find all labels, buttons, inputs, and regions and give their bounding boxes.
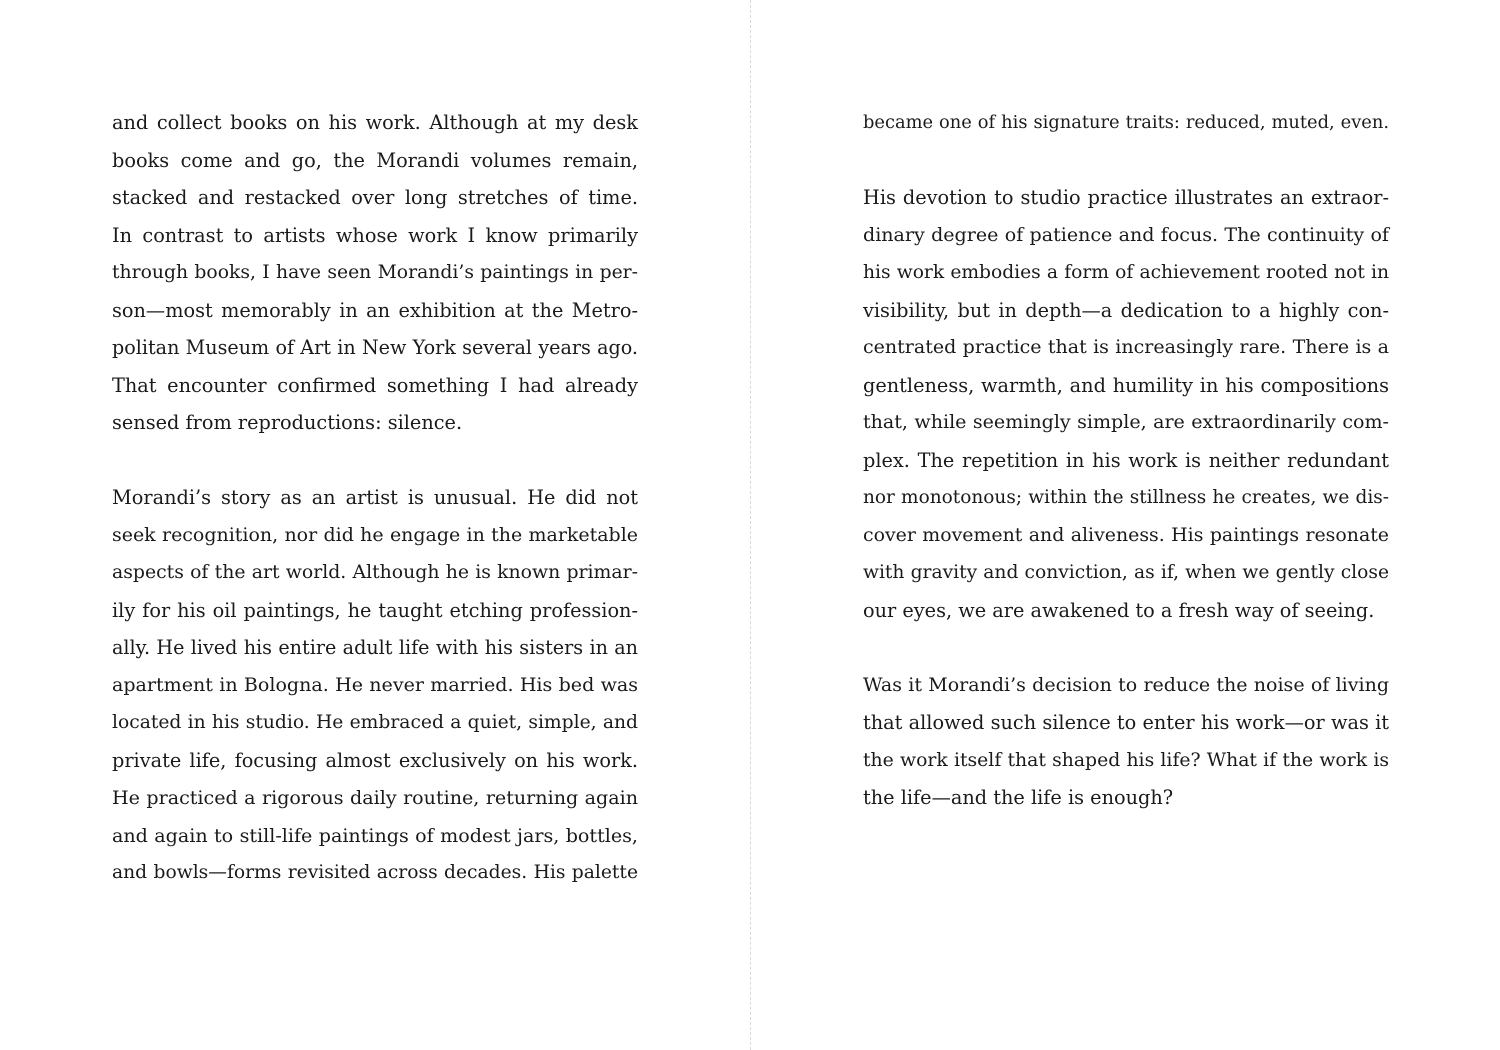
text-line: stacked and restacked over long stretches of time. <box>112 186 638 209</box>
text-line: His devotion to studio practice illustrates an extraor- <box>863 186 1389 209</box>
right-paragraph-1 <box>863 104 1389 142</box>
text-line: cover movement and aliveness. His paintings resonate <box>863 523 1389 546</box>
text-line: that, while seemingly simple, are extraordinarily com- <box>863 411 1389 433</box>
text-line: dinary degree of patience and focus. The continuity of <box>863 223 1389 246</box>
text-line: with gravity and conviction, as if, when we gently close <box>863 562 1389 583</box>
text-line: Morandi’s story as an artist is unusual. He did not <box>112 486 638 509</box>
text-line: seek recognition, nor did he engage in the marketable <box>112 523 638 546</box>
text-line: and collect books on his work. Although at my desk <box>112 111 638 134</box>
text-line: the work itself that shaped his life? What if the work is <box>863 749 1389 771</box>
text-line: ally. He lived his entire adult life with his sisters in an <box>112 636 638 659</box>
text-line: plex. The repetition in his work is neither redundant <box>863 448 1389 472</box>
text-line: located in his studio. He embraced a quiet, simple, and <box>112 712 638 733</box>
text-line: centrated practice that is increasingly rare. There is a <box>863 336 1389 358</box>
paragraph-spacer <box>112 442 638 480</box>
text-line: and again to still-life paintings of modest jars, bottles, <box>112 823 638 847</box>
text-line: visibility, but in depth—a dedication to a highly con- <box>863 298 1389 322</box>
text-line: He practiced a rigorous daily routine, returning again <box>112 786 638 809</box>
text-line: nor monotonous; within the stillness he creates, we dis- <box>863 487 1389 508</box>
text-line: son—most memorably in an exhibition at the Metro- <box>112 298 638 322</box>
text-line: private life, focusing almost exclusively on his work. <box>112 748 638 772</box>
text-line: that allowed such silence to enter his work—or was it <box>863 711 1389 734</box>
text-line: became one of his signature traits: reduced, muted, even. <box>863 112 1389 133</box>
text-line: Was it Morandi’s decision to reduce the noise of living <box>863 673 1389 696</box>
left-page-text <box>112 104 638 892</box>
text-line: aspects of the art world. Although he is known primar- <box>112 562 638 583</box>
text-line: through books, I have seen Morandi’s paintings in per- <box>112 262 638 283</box>
right-paragraph-2 <box>863 179 1389 629</box>
text-line: our eyes, we are awakened to a fresh way of seeing. <box>863 598 1375 622</box>
text-line: the life—and the life is enough? <box>863 786 1174 809</box>
right-paragraph-3 <box>863 667 1389 817</box>
text-line: apartment in Bologna. He never married. His bed was <box>112 673 638 696</box>
right-page <box>751 0 1500 1050</box>
left-paragraph-2 <box>112 479 638 892</box>
text-line: That encounter confirmed something I had already <box>112 373 638 397</box>
text-line: and bowls—forms revisited across decades. His palette <box>112 862 638 883</box>
text-line: books come and go, the Morandi volumes remain, <box>112 148 638 172</box>
text-line: his work embodies a form of achievement rooted not in <box>863 262 1389 283</box>
paragraph-spacer <box>863 142 1389 180</box>
text-line: gentleness, warmth, and humility in his compositions <box>863 373 1389 397</box>
paragraph-spacer <box>863 629 1389 667</box>
text-line: sensed from reproductions: silence. <box>112 411 463 434</box>
text-line: In contrast to artists whose work I know primarily <box>112 223 638 247</box>
text-line: ily for his oil paintings, he taught etching profession- <box>112 598 638 622</box>
text-line: politan Museum of Art in New York several years ago. <box>112 336 638 359</box>
right-page-text <box>863 104 1389 817</box>
left-paragraph-1 <box>112 104 638 442</box>
